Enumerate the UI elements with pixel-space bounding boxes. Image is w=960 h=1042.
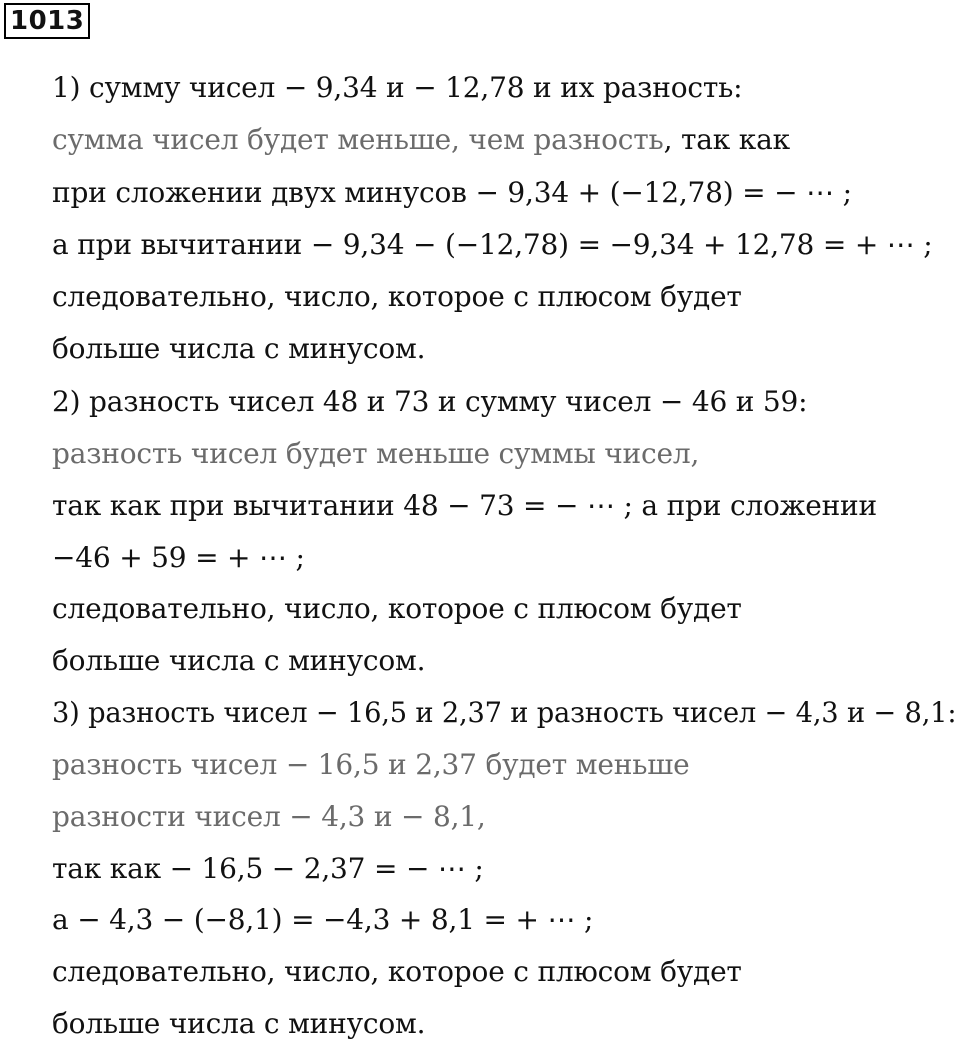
part2-answer: разность чисел будет меньше суммы чисел, bbox=[52, 437, 700, 470]
part2-diff-line: так как при вычитании 48 − 73 = − ⋯ ; а при сложении bbox=[52, 489, 877, 522]
part1-diff-line: а при вычитании − 9,34 − (−12,78) = −9,34 + 12,78 = + ⋯ ; bbox=[52, 228, 933, 261]
part3-heading: 3) разность чисел − 16,5 и 2,37 и разность чисел − 4,3 и − 8,1: bbox=[52, 696, 957, 729]
part1-conclusion-end: больше числа с минусом. bbox=[52, 332, 426, 365]
part2-heading: 2) разность чисел 48 и 73 и сумму чисел − 46 и 59: bbox=[52, 385, 808, 418]
part2-conclusion: следовательно, число, которое с плюсом будет bbox=[52, 592, 742, 625]
part3-second-diff: а − 4,3 − (−8,1) = −4,3 + 8,1 = + ⋯ ; bbox=[52, 903, 594, 936]
part1-conclusion: следовательно, число, которое с плюсом будет bbox=[52, 280, 742, 313]
part3-answer-continued: разности чисел − 4,3 и − 8,1, bbox=[52, 800, 486, 833]
part2-sum-line: −46 + 59 = + ⋯ ; bbox=[52, 541, 305, 574]
task-number-badge: 1013 bbox=[4, 3, 90, 39]
part1-answer-gray: сумма чисел будет меньше, чем разность bbox=[52, 123, 664, 156]
part3-conclusion: следовательно, число, которое с плюсом будет bbox=[52, 955, 742, 988]
part3-conclusion-end: больше числа с минусом. bbox=[52, 1007, 426, 1040]
part1-heading: 1) сумму чисел − 9,34 и − 12,78 и их разность: bbox=[52, 71, 743, 104]
part1-sum-line: при сложении двух минусов − 9,34 + (−12,78) = − ⋯ ; bbox=[52, 176, 852, 209]
part3-first-diff: так как − 16,5 − 2,37 = − ⋯ ; bbox=[52, 852, 484, 885]
part1-answer-line bbox=[52, 123, 790, 157]
part1-answer-suffix: , так как bbox=[663, 123, 790, 156]
part2-conclusion-end: больше числа с минусом. bbox=[52, 644, 426, 677]
part3-answer: разность чисел − 16,5 и 2,37 будет меньше bbox=[52, 748, 690, 781]
